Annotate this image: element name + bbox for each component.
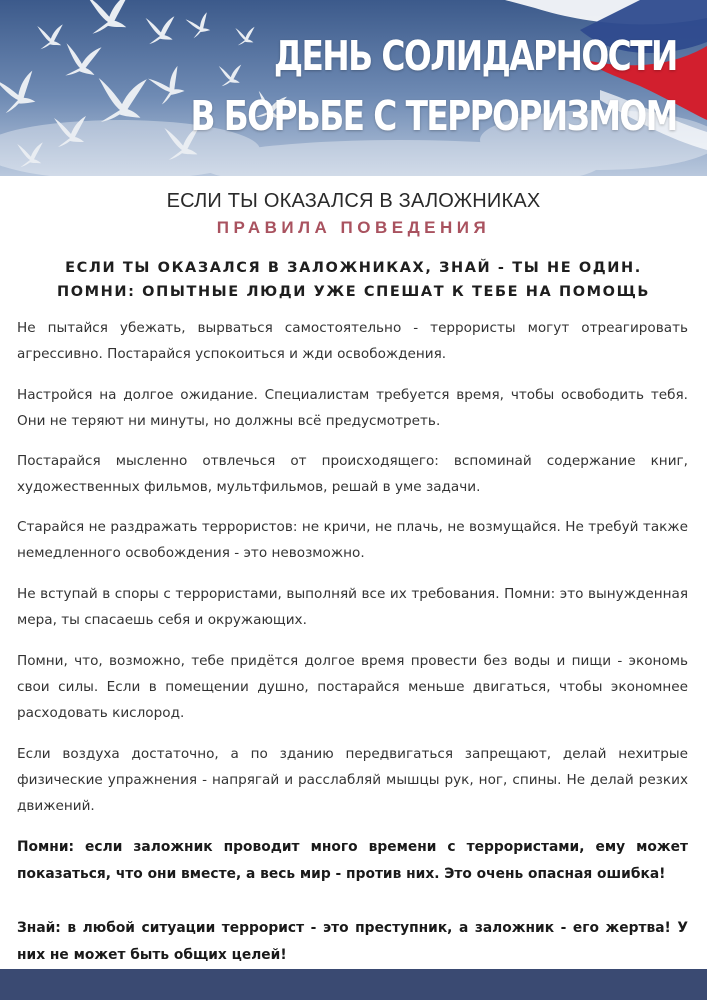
lead-line-1: ЕСЛИ ТЫ ОКАЗАЛСЯ В ЗАЛОЖНИКАХ, ЗНАЙ - ТЫ НЕ ОДИН. (65, 260, 642, 276)
warning-text-1: Помни: если заложник проводит много времени с террористами, ему может показаться, что они вместе, а весь мир - против них. Это очень опасная ошибка! (17, 839, 688, 882)
banner-title-line-2: В БОРЬБЕ С ТЕРРОРИЗМОМ (190, 92, 677, 140)
paragraph-3: Постарайся мысленно отвлечься от происходящего: вспоминай содержание книг, художественных фильмов, мультфильмов, решай в уме задачи. (17, 453, 688, 495)
paragraph-7: Если воздуха достаточно, а по зданию передвигаться запрещают, делай нехитрые физические упражнения - напрягай и расслабляй мышцы рук, ног, спины. Не делай резких движений. (17, 746, 688, 814)
banner-title-line-1: ДЕНЬ СОЛИДАРНОСТИ (274, 32, 677, 80)
page-subtitle: ПРАВИЛА ПОВЕДЕНИЯ (216, 218, 491, 237)
warning-text-2: Знай: в любой ситуации террорист - это преступник, а заложник - его жертва! У них не может быть общих целей! (17, 920, 688, 963)
paragraph-6: Помни, что, возможно, тебе придётся долгое время провести без воды и пищи - экономь свои силы. Если в помещении душно, постарайся меньше двигаться, чтобы экономнее расходовать кислород. (17, 653, 688, 721)
lead-line-2: ПОМНИ: ОПЫТНЫЕ ЛЮДИ УЖЕ СПЕШАТ К ТЕБЕ НА ПОМОЩЬ (56, 284, 651, 300)
paragraph-1: Не пытайся убежать, вырваться самостоятельно - террористы могут отреагировать агрессивно. Постарайся успокоиться и жди освобождения. (17, 320, 688, 362)
footer-bar (0, 969, 707, 1000)
header-banner (0, 0, 707, 176)
page-title: ЕСЛИ ТЫ ОКАЗАЛСЯ В ЗАЛОЖНИКАХ (166, 190, 541, 212)
paragraph-4: Старайся не раздражать террористов: не кричи, не плачь, не возмущайся. Не требуй также немедленного освобождения - это невозможно. (17, 519, 688, 561)
paragraph-5: Не вступай в споры с террористами, выполняй все их требования. Помни: это вынужденная мера, ты спасаешь себя и окружающих. (17, 586, 688, 628)
paragraph-2: Настройся на долгое ожидание. Специалистам требуется время, чтобы освободить тебя. Они не теряют ни минуты, но должны всё предусмотреть. (17, 387, 688, 429)
banner-title (191, 26, 677, 146)
